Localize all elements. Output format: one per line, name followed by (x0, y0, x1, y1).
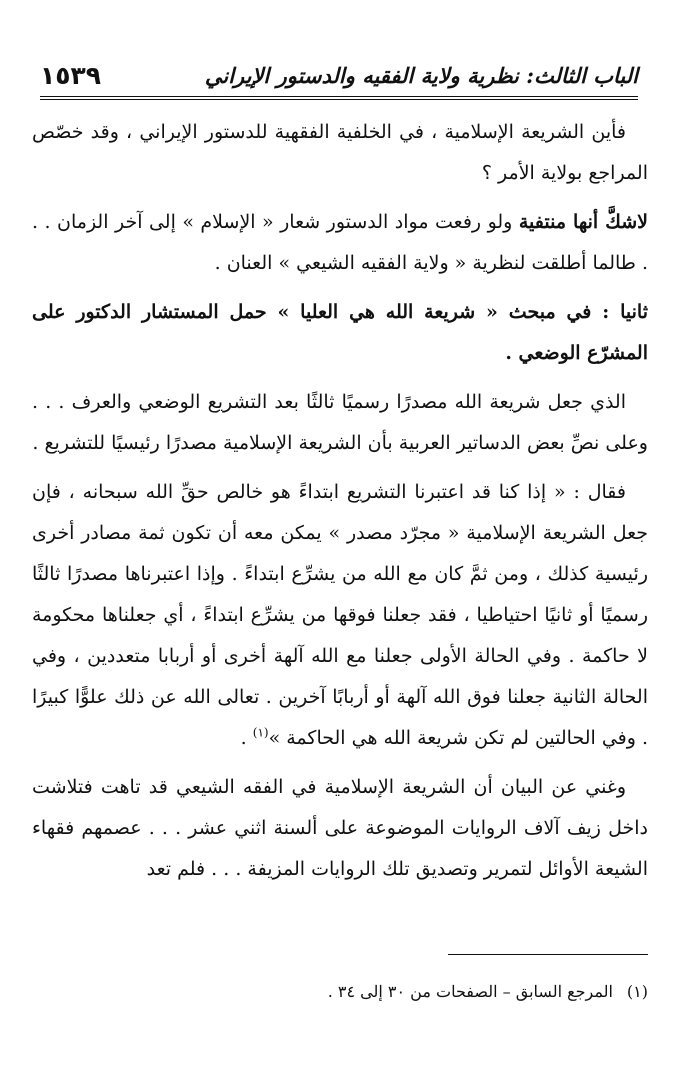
paragraph-2 (32, 202, 648, 284)
paragraph-2-lead: لاشكَّ أنها منتفية (518, 211, 648, 233)
footnote-number: (١) (626, 982, 648, 1001)
paragraph-5-quote (32, 472, 648, 759)
footnote-text: المرجع السابق – الصفحات من ٣٠ إلى ٣٤ . (327, 982, 613, 1001)
paragraph-6: وغني عن البيان أن الشريعة الإسلامية في الفقه الشيعي قد تاهت فتلاشت داخل زيف آلاف الروايات الموضوعة على ألسنة اثني عشر . . . عصمهم فقهاء الشيعة الأوائل لتمرير وتصديق تلك الروايات المزيفة . . . فلم تعد (32, 776, 648, 880)
footnote-reference[interactable]: (١) (252, 725, 269, 740)
paragraph-3-heading: ثانيا : في مبحث « شريعة الله هي العليا » حمل المستشار الدكتور على المشرّع الوضعي . (32, 301, 648, 364)
quote-end: . (240, 727, 253, 749)
paragraph-2-rest: ولو رفعت مواد الدستور شعار « الإسلام » إلى آخر الزمان . . . طالما أطلقت لنظرية « ولاية الفقيه الشيعي » العنان . (32, 211, 648, 274)
paragraph-4: الذي جعل شريعة الله مصدرًا رسميًا ثالثًا بعد التشريع الوضعي والعرف . . . وعلى نصِّ بعض الدساتير العربية بأن الشريعة الإسلامية مصدرًا رئيسيًا للتشريع . (32, 391, 648, 454)
page-number: ١٥٣٩ (40, 60, 102, 90)
body-text (32, 112, 648, 898)
page-header (40, 60, 638, 90)
header-rule (40, 96, 638, 100)
paragraph-1: فأين الشريعة الإسلامية ، في الخلفية الفقهية للدستور الإيراني ، وقد خصّص المراجع بولاية الأمر ؟ (32, 121, 648, 184)
running-title: الباب الثالث: نظرية ولاية الفقيه والدستور الإيراني (204, 62, 638, 88)
footnote (32, 980, 648, 1004)
quote-text: فقال : « إذا كنا قد اعتبرنا التشريع ابتداءً هو خالص حقِّ الله سبحانه ، فإن جعل الشريعة الإسلامية « مجرّد مصدر » يمكن معه أن تكون ثمة مصادر أخرى رئيسية كذلك ، ومن ثمَّ كان مع الله من يشرِّع ابتداءً . وإذا اعتبرناها مصدرًا ثالثًا رسميًا أو ثانيًا احتياطيا ، فقد جعلنا فوقها من يشرِّع ابتداءً ، أي جعلناها محكومة لا حاكمة . وفي الحالة الأولى جعلنا مع الله آلهة أخرى أو أربابا متعددين ، وفي الحالة الثانية جعلنا فوق الله آلهة أو أربابًا آخرين . تعالى الله عن ذلك علوًّا كبيرًا . وفي الحالتين لم تكن شريعة الله هي الحاكمة » (32, 481, 648, 749)
footnote-rule (448, 954, 648, 955)
